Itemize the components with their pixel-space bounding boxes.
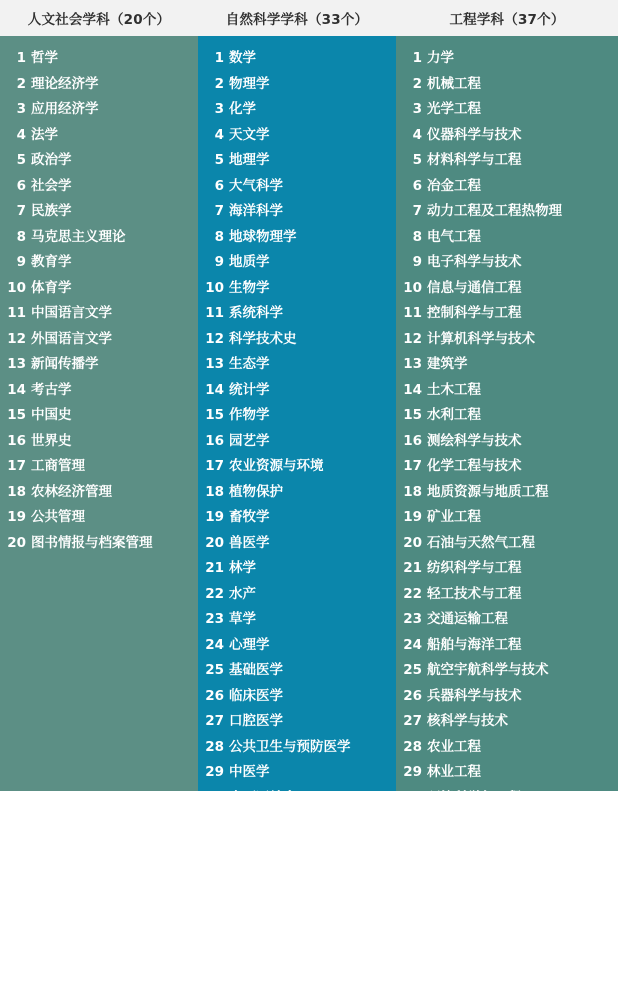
list-item-number: 13 <box>7 356 26 372</box>
list-item-label: 中国语言文学 <box>31 305 112 321</box>
list-item-label: 农林经济管理 <box>31 483 112 500</box>
list-item-label: 系统科学 <box>229 305 283 321</box>
list-item-label: 材料科学与工程 <box>427 152 522 168</box>
list-item-label: 民族学 <box>31 203 72 219</box>
list-item-number: 6 <box>16 177 26 194</box>
list-item <box>0 97 198 123</box>
list-item-label: 水产 <box>229 585 256 602</box>
list-item-label: 控制科学与工程 <box>427 305 522 321</box>
list-item-number: 11 <box>205 305 224 321</box>
list-item-label: 地质资源与地质工程 <box>427 483 549 500</box>
list-item-label: 轻工技术与工程 <box>427 585 522 602</box>
list-item-number: 27 <box>403 713 422 729</box>
list-item-label: 化学工程与技术 <box>427 458 522 474</box>
list-item-number: 9 <box>214 254 224 270</box>
list-item-number: 11 <box>7 305 26 321</box>
list-item-label: 动力工程及工程热物理 <box>427 203 562 219</box>
list-item-label: 植物保护 <box>229 483 283 500</box>
list-item-number: 27 <box>205 713 224 729</box>
list-item <box>198 760 396 786</box>
list-item-label: 兵器科学与技术 <box>427 687 522 704</box>
list-item-label: 新闻传播学 <box>31 356 99 372</box>
list-item-number: 33 <box>205 866 224 882</box>
list-item <box>396 607 618 633</box>
list-item-label: 中国史 <box>31 407 72 423</box>
list-item-label: 核科学与技术 <box>427 713 508 729</box>
list-item <box>396 760 618 786</box>
list-item-label: 心理学 <box>229 636 270 653</box>
list-item-label: 哲学 <box>31 50 58 66</box>
list-item <box>198 786 396 812</box>
list-item <box>0 301 198 327</box>
list-item-label: 护理学 <box>229 866 270 882</box>
list-item <box>0 454 198 480</box>
column-natural-science <box>198 36 396 882</box>
list-item-number: 23 <box>205 611 224 627</box>
list-item-label: 天文学 <box>229 126 270 143</box>
list-item <box>396 505 618 531</box>
list-item <box>396 225 618 251</box>
list-item <box>0 276 198 302</box>
list-item-number: 17 <box>7 458 26 474</box>
list-item-label: 应用经济学 <box>31 101 99 117</box>
list-item-label: 作物学 <box>229 407 270 423</box>
list-item-number: 16 <box>205 432 224 449</box>
list-item-number: 6 <box>214 177 224 194</box>
list-item <box>396 352 618 378</box>
list-item-number: 12 <box>403 330 422 347</box>
list-item-number: 25 <box>403 662 422 678</box>
list-item <box>0 148 198 174</box>
list-item-number: 18 <box>7 483 26 500</box>
list-item <box>396 403 618 429</box>
list-item <box>396 786 618 812</box>
list-item-number: 32 <box>205 840 224 857</box>
list-item <box>0 46 198 72</box>
list-item-label: 地质学 <box>229 254 270 270</box>
list-item-number: 22 <box>205 585 224 602</box>
list-item <box>0 225 198 251</box>
list-item-number: 6 <box>412 177 422 194</box>
list-item-number: 8 <box>214 228 224 245</box>
list-item <box>396 97 618 123</box>
list-item <box>198 174 396 200</box>
list-item-label: 物理学 <box>229 75 270 92</box>
list-item-number: 1 <box>412 50 422 66</box>
list-item-number: 10 <box>403 279 422 296</box>
list-item-number: 8 <box>16 228 26 245</box>
list-item-number: 31 <box>205 815 224 831</box>
list-item-label: 生物医学工程 <box>427 815 508 831</box>
list-item-number: 29 <box>403 764 422 780</box>
list-item-label: 农业资源与环境 <box>229 458 324 474</box>
list-item-label: 城乡规划学 <box>427 866 495 882</box>
list-item <box>198 301 396 327</box>
list-item <box>396 556 618 582</box>
list-item-number: 15 <box>403 407 422 423</box>
list-item <box>198 735 396 761</box>
list-item-label: 生态学 <box>229 356 270 372</box>
list-item-label: 矿业工程 <box>427 509 481 525</box>
list-item-label: 生物学 <box>229 279 270 296</box>
list-item-number: 20 <box>403 534 422 551</box>
list-item-label: 外国语言文学 <box>31 330 112 347</box>
list-item <box>198 531 396 557</box>
list-item-number: 21 <box>205 560 224 576</box>
list-item-number: 2 <box>412 75 422 92</box>
list-item-number: 14 <box>205 381 224 398</box>
list-item-number: 1 <box>16 50 26 66</box>
list-item-number: 16 <box>7 432 26 449</box>
list-item <box>396 964 618 990</box>
list-item <box>198 709 396 735</box>
list-item <box>0 174 198 200</box>
list-item <box>198 811 396 837</box>
list-item <box>396 684 618 710</box>
list-item-number: 13 <box>205 356 224 372</box>
list-item-number: 32 <box>403 840 422 857</box>
list-item-label: 中药学 <box>229 840 270 857</box>
list-item-number: 29 <box>205 764 224 780</box>
list-item <box>396 709 618 735</box>
column-header-natural-science: 自然科学学科（33个） <box>225 12 369 28</box>
list-item-label: 中医学 <box>229 764 270 780</box>
list-item <box>198 327 396 353</box>
list-item-label: 法学 <box>31 126 58 143</box>
list-item-number: 33 <box>403 866 422 882</box>
list-item <box>0 505 198 531</box>
list-item <box>198 352 396 378</box>
list-item-label: 林业工程 <box>427 764 481 780</box>
list-item <box>198 429 396 455</box>
list-item <box>396 582 618 608</box>
list-item-number: 3 <box>412 101 422 117</box>
list-item-label: 马克思主义理论 <box>31 228 126 245</box>
list-item <box>396 429 618 455</box>
list-item <box>198 658 396 684</box>
list-item-label: 图书情报与档案管理 <box>31 534 153 551</box>
list-item <box>396 735 618 761</box>
list-item-number: 3 <box>16 101 26 117</box>
list-item-number: 5 <box>16 152 26 168</box>
list-item-label: 土木工程 <box>427 381 481 398</box>
list-item-number: 4 <box>412 126 422 143</box>
list-item-number: 14 <box>7 381 26 398</box>
list-item-number: 12 <box>205 330 224 347</box>
list-item-number: 31 <box>403 815 422 831</box>
list-item-label: 风景园林学 <box>427 891 495 908</box>
list-item <box>396 148 618 174</box>
list-item-label: 理论经济学 <box>31 75 99 92</box>
list-item <box>198 225 396 251</box>
list-item-number: 18 <box>403 483 422 500</box>
list-item-label: 海洋科学 <box>229 203 283 219</box>
list-item-label: 环境科学与工程 <box>427 789 522 806</box>
list-item-number: 30 <box>205 789 224 806</box>
list-item <box>198 148 396 174</box>
list-item-number: 10 <box>7 279 26 296</box>
list-item-number: 8 <box>412 228 422 245</box>
list-item <box>396 811 618 837</box>
list-item-number: 7 <box>412 203 422 219</box>
list-item-number: 9 <box>412 254 422 270</box>
list-item <box>0 250 198 276</box>
list-item-label: 工商管理 <box>31 458 85 474</box>
list-item-number: 1 <box>214 50 224 66</box>
list-item <box>198 123 396 149</box>
list-item <box>0 72 198 98</box>
list-item <box>0 429 198 455</box>
list-item <box>198 199 396 225</box>
list-item-label: 电气工程 <box>427 228 481 245</box>
list-item <box>0 327 198 353</box>
list-item-label: 口腔医学 <box>229 713 283 729</box>
list-item <box>396 939 618 965</box>
list-item <box>198 46 396 72</box>
list-item-label: 中西医结合 <box>229 789 297 806</box>
list-item-number: 2 <box>214 75 224 92</box>
list-item <box>396 327 618 353</box>
list-item-label: 兽医学 <box>229 534 270 551</box>
list-item-number: 34 <box>403 891 422 908</box>
list-item-number: 36 <box>403 942 422 959</box>
list-item <box>0 352 198 378</box>
list-item <box>198 97 396 123</box>
list-item <box>396 301 618 327</box>
list-item <box>396 913 618 939</box>
list-item-label: 地理学 <box>229 152 270 168</box>
list-item-number: 19 <box>7 509 26 525</box>
columns-row <box>0 36 618 984</box>
list-item <box>198 480 396 506</box>
list-item-number: 15 <box>205 407 224 423</box>
column-engineering <box>396 36 618 984</box>
list-item <box>198 684 396 710</box>
list-item-label: 石油与天然气工程 <box>427 534 535 551</box>
list-item-label: 船舶与海洋工程 <box>427 636 522 653</box>
list-item-label: 体育学 <box>31 279 72 296</box>
list-item <box>198 837 396 863</box>
list-item-number: 28 <box>403 738 422 755</box>
column-header-humanities: 人文社会学科（20个） <box>27 12 171 28</box>
list-item <box>198 454 396 480</box>
list-item-number: 14 <box>403 381 422 398</box>
list-item-label: 计算机科学与技术 <box>427 330 535 347</box>
column-header-engineering: 工程学科（37个） <box>449 12 565 28</box>
list-item-number: 7 <box>16 203 26 219</box>
list-item-label: 教育学 <box>31 254 72 270</box>
list-item <box>198 633 396 659</box>
list-item <box>396 837 618 863</box>
list-item-number: 16 <box>403 432 422 449</box>
list-item-number: 25 <box>205 662 224 678</box>
list-item <box>396 250 618 276</box>
list-item <box>396 276 618 302</box>
column-humanities <box>0 36 198 791</box>
list-item <box>396 454 618 480</box>
list-item-label: 化学 <box>229 101 256 117</box>
list-item-number: 24 <box>205 636 224 653</box>
list-item <box>198 607 396 633</box>
list-item-number: 12 <box>7 330 26 347</box>
list-item-label: 电子科学与技术 <box>427 254 522 270</box>
list-item-label: 航空宇航科学与技术 <box>427 662 549 678</box>
list-item <box>396 480 618 506</box>
list-item-number: 5 <box>412 152 422 168</box>
list-item-number: 15 <box>7 407 26 423</box>
list-item-number: 3 <box>214 101 224 117</box>
list-item <box>396 199 618 225</box>
list-item-label: 基础医学 <box>229 662 283 678</box>
list-item-label: 草学 <box>229 611 256 627</box>
list-item-label: 测绘科学与技术 <box>427 432 522 449</box>
list-item <box>198 403 396 429</box>
list-item-label: 统计学 <box>229 381 270 398</box>
list-item <box>396 658 618 684</box>
list-item <box>0 480 198 506</box>
list-item <box>198 862 396 888</box>
list-item <box>396 633 618 659</box>
list-item-number: 19 <box>205 509 224 525</box>
list-item-label: 林学 <box>229 560 256 576</box>
list-item <box>0 378 198 404</box>
list-item-number: 13 <box>403 356 422 372</box>
list-item-label: 大气科学 <box>229 177 283 194</box>
list-item-label: 公共管理 <box>31 509 85 525</box>
list-item <box>396 888 618 914</box>
list-item <box>198 378 396 404</box>
list-item-label: 建筑学 <box>427 356 468 372</box>
list-item-label: 仪器科学与技术 <box>427 126 522 143</box>
list-item <box>396 174 618 200</box>
list-item <box>198 582 396 608</box>
list-item-number: 23 <box>403 611 422 627</box>
list-item-number: 21 <box>403 560 422 576</box>
list-item-number: 28 <box>205 738 224 755</box>
list-item-number: 17 <box>205 458 224 474</box>
list-item-number: 18 <box>205 483 224 500</box>
list-item-number: 5 <box>214 152 224 168</box>
list-item <box>396 531 618 557</box>
list-item <box>0 531 198 557</box>
list-item <box>396 72 618 98</box>
list-item-label: 考古学 <box>31 381 72 398</box>
list-item-label: 水利工程 <box>427 407 481 423</box>
list-item-label: 世界史 <box>31 432 72 449</box>
list-item-label: 纺织科学与工程 <box>427 560 522 576</box>
list-item <box>198 505 396 531</box>
list-item <box>0 123 198 149</box>
list-item-number: 26 <box>205 687 224 704</box>
list-item-number: 4 <box>16 126 26 143</box>
list-item-number: 19 <box>403 509 422 525</box>
list-item-number: 10 <box>205 279 224 296</box>
list-item-number: 24 <box>403 636 422 653</box>
list-item-number: 30 <box>403 789 422 806</box>
list-item <box>198 72 396 98</box>
list-item <box>198 276 396 302</box>
list-item <box>198 250 396 276</box>
list-item-label: 农业工程 <box>427 738 481 755</box>
list-item-number: 7 <box>214 203 224 219</box>
list-item-label: 公共卫生与预防医学 <box>229 738 351 755</box>
list-item-label: 冶金工程 <box>427 177 481 194</box>
list-item-number: 2 <box>16 75 26 92</box>
list-item-label: 力学 <box>427 50 454 66</box>
list-item-number: 11 <box>403 305 422 321</box>
list-item-number: 20 <box>7 534 26 551</box>
list-item-label: 园艺学 <box>229 432 270 449</box>
header-row <box>0 0 618 36</box>
list-item-label: 机械工程 <box>427 75 481 92</box>
list-item-number: 26 <box>403 687 422 704</box>
list-item <box>396 46 618 72</box>
list-item <box>396 123 618 149</box>
list-item <box>0 403 198 429</box>
list-item-label: 光学工程 <box>427 101 481 117</box>
list-item-label: 管理科学与工程 <box>427 942 522 959</box>
list-item-number: 22 <box>403 585 422 602</box>
list-item-label: 社会学 <box>31 177 72 194</box>
list-item-label: 信息与通信工程 <box>427 279 522 296</box>
list-item <box>396 862 618 888</box>
list-item <box>396 378 618 404</box>
list-item-number: 17 <box>403 458 422 474</box>
list-item-number: 4 <box>214 126 224 143</box>
list-item-label: 政治学 <box>31 152 72 168</box>
list-item-label: 药学 <box>229 815 256 831</box>
list-item-number: 9 <box>16 254 26 270</box>
list-item-number: 37 <box>403 968 422 984</box>
list-item-label: 软件工程 <box>427 917 481 933</box>
list-item-number: 35 <box>403 917 422 933</box>
list-item-label: 食品科学与工程 <box>427 840 522 857</box>
list-item-label: 地球物理学 <box>229 228 297 245</box>
list-item <box>198 556 396 582</box>
list-item-label: 畜牧学 <box>229 509 270 525</box>
list-item-label: 科学技术史 <box>229 330 297 347</box>
list-item-label: 安全科学与工程 <box>427 968 522 984</box>
list-item-label: 交通运输工程 <box>427 611 508 627</box>
list-item <box>0 199 198 225</box>
list-item-number: 20 <box>205 534 224 551</box>
list-item-label: 数学 <box>229 50 256 66</box>
list-item-label: 临床医学 <box>229 687 283 704</box>
